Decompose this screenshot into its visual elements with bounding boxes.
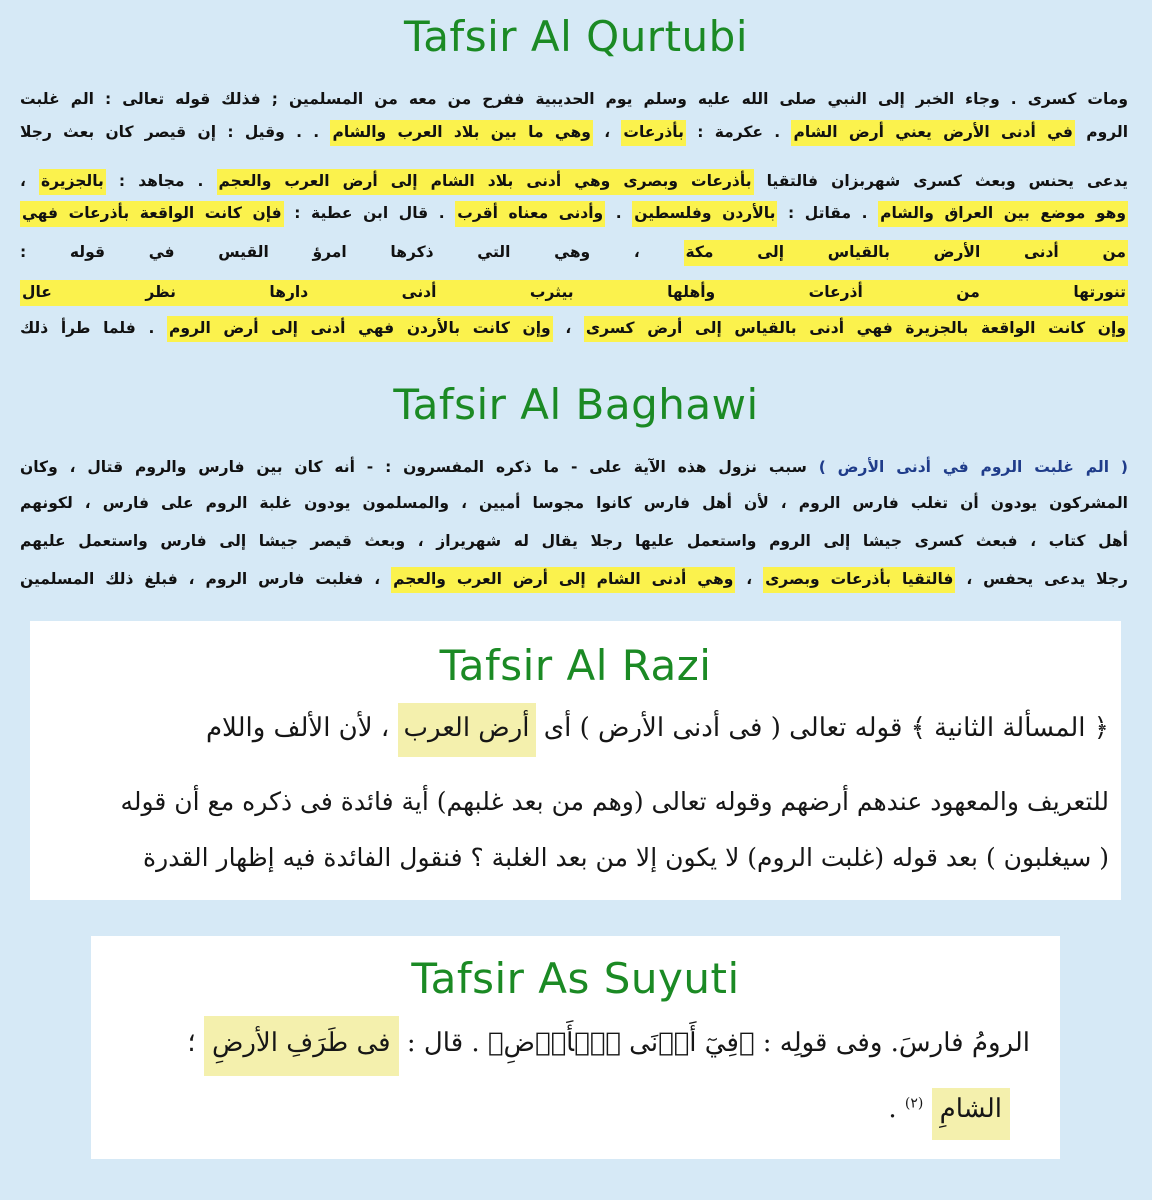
suyuti-line-2-end: . <box>888 1094 897 1124</box>
razi-line-3: ( سيغلبون ) بعد قوله (غلبت الروم) لا يكون إلا من بعد الغلبة ؟ فنقول الفائدة فيه إظهار القدرة <box>143 843 1109 872</box>
suyuti-title: Tafsir As Suyuti <box>411 954 740 1003</box>
qurtubi-text: . مقاتل : <box>777 204 879 222</box>
baghawi-title: Tafsir Al Baghawi <box>393 380 759 429</box>
qurtubi-text: ، <box>20 172 39 190</box>
baghawi-line <box>20 570 1128 588</box>
baghawi-text: سبب نزول هذه الآية على - ما ذكره المفسرون : - أنه كان بين فارس والروم قتال ، وكان <box>20 458 819 476</box>
qurtubi-highlighted-text: وهو موضع بين العراق والشام <box>878 201 1128 227</box>
qurtubi-text: . <box>605 204 633 222</box>
razi-scan-box <box>30 621 1121 900</box>
suyuti-line-2 <box>888 1094 1010 1124</box>
qurtubi-line <box>20 283 1128 301</box>
qurtubi-highlighted-text: بأذرعات وبصرى وهي أدنى بلاد الشام إلى أرض العرب والعجم <box>217 169 754 195</box>
suyuti-line-1-start: الرومُ فارسَ. وفى قولِه : ﴿فِيٓ أَدۡنَى ٱلۡأَرۡضِ﴾ . قال : <box>406 1028 1030 1058</box>
qurtubi-text: الروم <box>1074 123 1129 141</box>
suyuti-line-1-end: ؛ <box>187 1028 196 1058</box>
baghawi-line <box>20 532 1128 550</box>
qurtubi-text: . فلما طرأ ذلك <box>20 319 167 337</box>
baghawi-text: المشركون يودون أن تغلب فارس الروم ، لأن أهل فارس كانوا مجوسا أميين ، والمسلمون يودون غلبة الروم على فارس ، لكونهم <box>20 494 1128 512</box>
suyuti-scan-box <box>91 936 1060 1159</box>
baghawi-line <box>20 458 1128 476</box>
baghawi-text: ، فغلبت فارس الروم ، فبلغ ذلك المسلمين <box>20 570 392 588</box>
baghawi-highlighted-text: وهي أدنى الشام إلى أرض العرب والعجم <box>391 567 735 593</box>
qurtubi-text: يدعى يحنس وبعث كسرى شهربزان فالتقيا <box>753 172 1129 190</box>
qurtubi-highlighted-text: بالجزيرة <box>39 169 106 195</box>
suyuti-footnote-marker: (٢) <box>904 1095 924 1112</box>
razi-line-1-start: ﴿ المسألة الثانية ﴾ قوله تعالى ( فى أدنى الأرض ) أى <box>543 713 1109 743</box>
razi-line-1 <box>206 713 1109 743</box>
razi-title: Tafsir Al Razi <box>439 641 712 690</box>
qurtubi-text: . عكرمة : <box>685 123 792 141</box>
qurtubi-highlighted-text: من أدنى الأرض بالقياس إلى مكة <box>684 240 1128 266</box>
qurtubi-highlighted-text: وهي ما بين بلاد العرب والشام <box>330 120 592 146</box>
qurtubi-text: ، <box>552 319 584 337</box>
qurtubi-highlighted-text: وإن كانت الواقعة بالجزيرة فهي أدنى بالقياس إلى أرض كسرى <box>584 316 1128 342</box>
qurtubi-text: ، <box>592 123 622 141</box>
qurtubi-highlighted-text: بالأردن وفلسطين <box>632 201 777 227</box>
qurtubi-text: . مجاهد : <box>105 172 217 190</box>
qurtubi-highlighted-text: فإن كانت الواقعة بأذرعات فهي <box>20 201 284 227</box>
qurtubi-line <box>20 172 1128 190</box>
baghawi-text: ، <box>735 570 764 588</box>
suyuti-highlight-2: الشامِ <box>932 1088 1010 1140</box>
baghawi-line <box>20 494 1128 512</box>
razi-highlight: أرض العرب <box>398 703 536 757</box>
baghawi-text: رجلا يدعى يحفس ، <box>955 570 1128 588</box>
qurtubi-line <box>20 243 1128 261</box>
qurtubi-highlighted-text: وأدنى معناه أقرب <box>455 201 605 227</box>
qurtubi-text: . . وقيل : إن قيصر كان بعث رجلا <box>20 123 331 141</box>
baghawi-text: أهل كتاب ، فبعث كسرى جيشا إلى الروم واستعمل عليها رجلا يقال له شهريراز ، وبعث قيصر جيشا إلى فارس واستعمل عليهم <box>20 532 1128 550</box>
razi-line-2: للتعريف والمعهود عندهم أرضهم وقوله تعالى (وهم من بعد غلبهم) أية فائدة فى ذكره مع أن قوله <box>120 787 1109 816</box>
qurtubi-text: . قال ابن عطية : <box>283 204 456 222</box>
qurtubi-highlighted-text: وإن كانت بالأردن فهي أدنى إلى أرض الروم <box>167 316 553 342</box>
baghawi-text: ( الم غلبت الروم في أدنى الأرض ) <box>818 458 1128 476</box>
qurtubi-text: ومات كسرى . وجاء الخبر إلى النبي صلى الله عليه وسلم يوم الحديبية ففرح من معه من المسلمين ; فذلك قوله تعالى : الم غلبت <box>20 90 1128 108</box>
qurtubi-highlighted-text: تنورتها من أذرعات وأهلها بيثرب أدنى دارها نظر عال <box>20 280 1128 306</box>
qurtubi-title: Tafsir Al Qurtubi <box>403 12 748 61</box>
razi-line-1-end: ، لأن الألف واللام <box>205 713 390 743</box>
qurtubi-highlighted-text: في أدنى الأرض يعني أرض الشام <box>791 120 1074 146</box>
suyuti-highlight-1: فى طَرَفِ الأرضِ <box>204 1016 399 1076</box>
qurtubi-line <box>20 204 1128 222</box>
qurtubi-line <box>20 319 1128 337</box>
qurtubi-line <box>20 123 1128 141</box>
qurtubi-highlighted-text: بأذرعات <box>621 120 686 146</box>
qurtubi-line <box>20 90 1128 108</box>
baghawi-highlighted-text: فالتقيا بأذرعات وبصرى <box>763 567 955 593</box>
suyuti-line-1 <box>187 1028 1030 1058</box>
qurtubi-text: ، وهي التي ذكرها امرؤ القيس في قوله : <box>20 243 684 261</box>
